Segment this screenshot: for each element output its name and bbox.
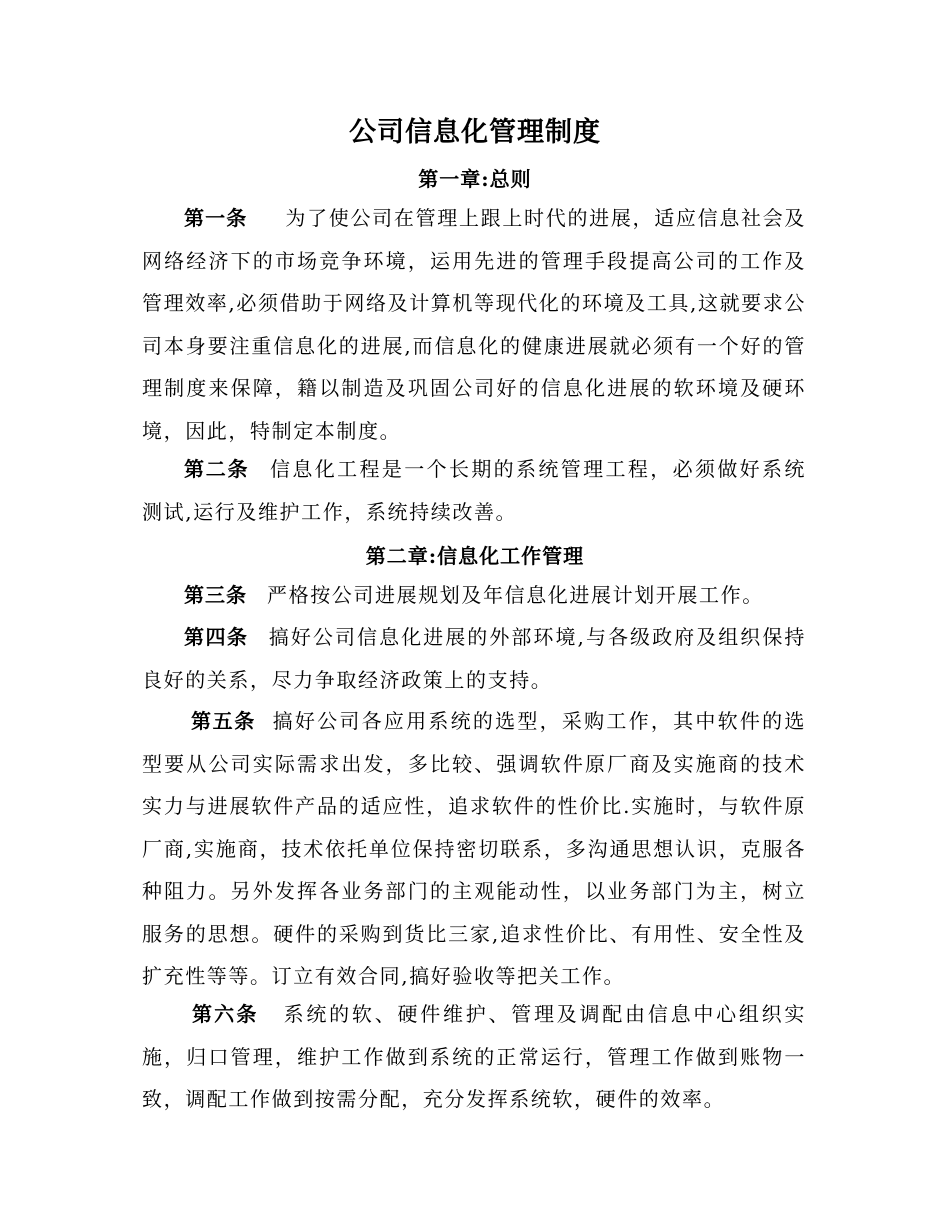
article-label: 第五条 — [191, 709, 256, 733]
article-text: 系统的软、硬件维护、管理及调配由信息中心组织实施，归口管理，维护工作做到系统的正常运行，管理工作做到账物一致，调配工作做到按需分配，充分发挥系统软，硬件的效率。 — [142, 1002, 806, 1111]
document-title: 公司信息化管理制度 — [349, 117, 601, 148]
article-1 — [142, 197, 806, 452]
article-label: 第六条 — [192, 1002, 259, 1026]
article-5 — [142, 700, 806, 998]
chapter-heading: 第二章:信息化工作管理 — [365, 544, 585, 568]
article-text: 搞好公司信息化进展的外部环境,与各级政府及组织保持良好的关系，尽力争取经济政策上的支持。 — [142, 625, 807, 692]
article-label: 第三条 — [184, 583, 247, 607]
chapter-heading: 第一章:总则 — [418, 167, 532, 191]
article-label: 第一条 — [184, 206, 248, 230]
article-2 — [142, 448, 806, 533]
article-label: 第二条 — [184, 457, 250, 481]
article-6 — [142, 993, 806, 1121]
article-label: 第四条 — [184, 625, 249, 649]
article-text: 搞好公司各应用系统的选型，采购工作，其中软件的选型要从公司实际需求出发，多比较、强调软件原厂商及实施商的技术实力与进展软件产品的适应性，追求软件的性价比.实施时，与软件原厂商,实施商，技术依托单位保持密切联系，多沟通思想认识，克服各种阻力。另外发挥各业务部门的主观能动性，以业务部门为主，树立服务的思想。硬件的采购到货比三家,追求性价比、有用性、安全性及扩充性等等。订立有效合同,搞好验收等把关工作。 — [142, 709, 807, 988]
article-3 — [142, 574, 806, 617]
article-text: 信息化工程是一个长期的系统管理工程，必须做好系统测试,运行及维护工作，系统持续改善。 — [142, 457, 807, 524]
article-4 — [142, 616, 806, 701]
article-text: 为了使公司在管理上跟上时代的进展，适应信息社会及网络经济下的市场竞争环境，运用先进的管理手段提高公司的工作及管理效率,必须借助于网络及计算机等现代化的环境及工具,这就要求公司本身要注重信息化的进展,而信息化的健康进展就必须有一个好的管理制度来保障，籍以制造及巩固公司好的信息化进展的软环境及硬环境，因此，特制定本制度。 — [142, 206, 807, 443]
article-text: 严格按公司进展规划及年信息化进展计划开展工作。 — [267, 583, 764, 607]
